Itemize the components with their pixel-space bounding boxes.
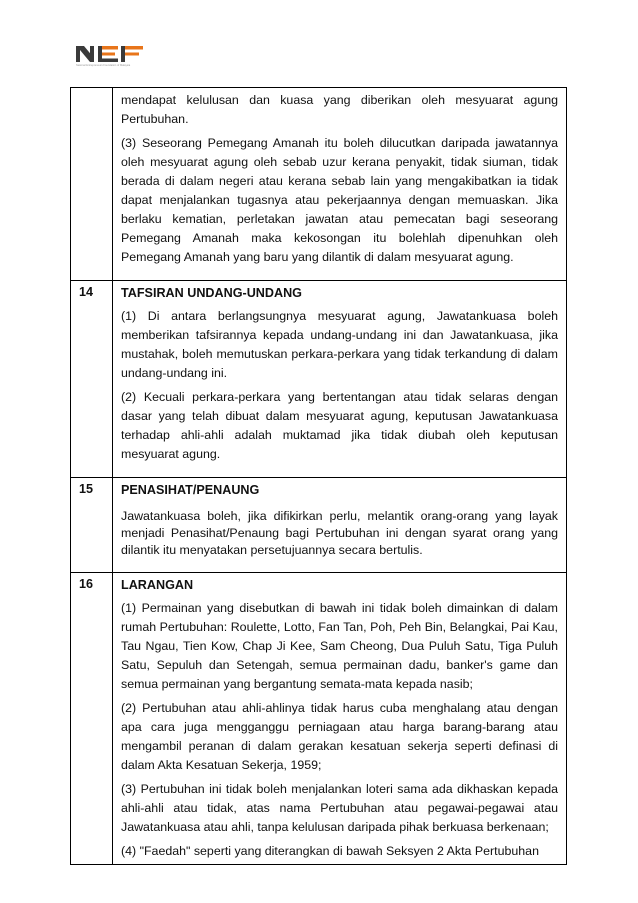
clause-heading: PENASIHAT/PENAUNG xyxy=(121,483,260,497)
table-row xyxy=(71,478,567,573)
clause-number: 16 xyxy=(71,573,113,865)
clause-content xyxy=(113,88,567,281)
clause-paragraph: (1) Di antara berlangsungnya mesyuarat agung, Jawatankuasa boleh memberikan tafsirannya kepada undang-undang ini dan Jawatankuasa, jika mustahak, boleh memutuskan perkara-perkara yang tidak terkandung di dalam undang-undang ini. xyxy=(121,309,558,380)
clause-number: 15 xyxy=(71,478,113,573)
table-row xyxy=(71,88,567,281)
clause-paragraph: (4) "Faedah" seperti yang diterangkan di bawah Seksyen 2 Akta Pertubuhan xyxy=(121,844,539,858)
clause-content xyxy=(113,573,567,865)
clause-paragraph: (2) Kecuali perkara-perkara yang bertentangan atau tidak selaras dengan dasar yang telah dibuat dalam mesyuarat agung, keputusan Jawatankuasa terhadap ahli-ahli adalah muktamad jika tidak diubah oleh keputusan mesyuarat agung. xyxy=(121,390,558,461)
clause-paragraph: Jawatankuasa boleh, jika difikirkan perlu, melantik orang-orang yang layak menjadi Penasihat/Penaung bagi Pertubuhan ini dengan syarat orang yang dilantik itu menyatakan persetujuannya secara bertulis. xyxy=(121,509,558,557)
clause-heading: TAFSIRAN UNDANG-UNDANG xyxy=(121,286,302,300)
clause-paragraph: (2) Pertubuhan atau ahli-ahlinya tidak harus cuba menghalang atau dengan apa cara juga mengganggu perniagaan atau harga barang-barang atau mengambil peranan di dalam gerakan kesatuan sekerja seperti definasi di dalam Akta Kesatuan Sekerja, 1959; xyxy=(121,701,558,772)
clause-paragraph: (1) Permainan yang disebutkan di bawah ini tidak boleh dimainkan di dalam rumah Pertubuhan: Roulette, Lotto, Fan Tan, Poh, Peh Bin, Belangkai, Pai Kau, Tau Ngau, Tien Kow, Chap Ji Kee, Sam Cheong, Dua Puluh Satu, Tiga Puluh Satu, Sepuluh dan Setengah, semua permainan dadu, banker's game dan semua permainan yang bergantung semata-mata kepada nasib; xyxy=(121,601,558,691)
clause-paragraph: mendapat kelulusan dan kuasa yang diberikan oleh mesyuarat agung Pertubuhan. xyxy=(121,93,558,126)
clause-number xyxy=(71,88,113,281)
clause-paragraph: (3) Seseorang Pemegang Amanah itu boleh dilucutkan daripada jawatannya oleh mesyuarat agung oleh sebab uzur kerana penyakit, tidak siuman, tidak berada di dalam negeri atau kerana sebab lain yang mengakibatkan ia tidak dapat menjalankan tugasnya atau pekerjaannya dengan memuaskan. Jika berlaku kematian, perletakan jawatan atau pemecatan bagi seseorang Pemegang Amanah maka kekosongan itu bolehlah dipenuhkan oleh Pemegang Amanah yang baru yang dilantik di dalam mesyuarat agung. xyxy=(121,136,558,264)
nef-logo-icon xyxy=(76,44,164,64)
constitution-table xyxy=(70,87,567,865)
table-row xyxy=(71,573,567,865)
logo-tagline: National Entrepreneurs Foundation of Malaysia xyxy=(76,64,131,67)
clause-paragraph: (3) Pertubuhan ini tidak boleh menjalankan loteri sama ada dikhaskan kepada ahli-ahli atau tidak, atas nama Pertubuhan atau pegawai-pegawai atau Jawatankuasa atau ahli, tanpa kelulusan daripada pihak berkuasa berkenaan; xyxy=(121,782,558,834)
table-row xyxy=(71,281,567,478)
clause-content xyxy=(113,478,567,573)
clause-content xyxy=(113,281,567,478)
clause-heading: LARANGAN xyxy=(121,578,194,592)
clause-number: 14 xyxy=(71,281,113,478)
